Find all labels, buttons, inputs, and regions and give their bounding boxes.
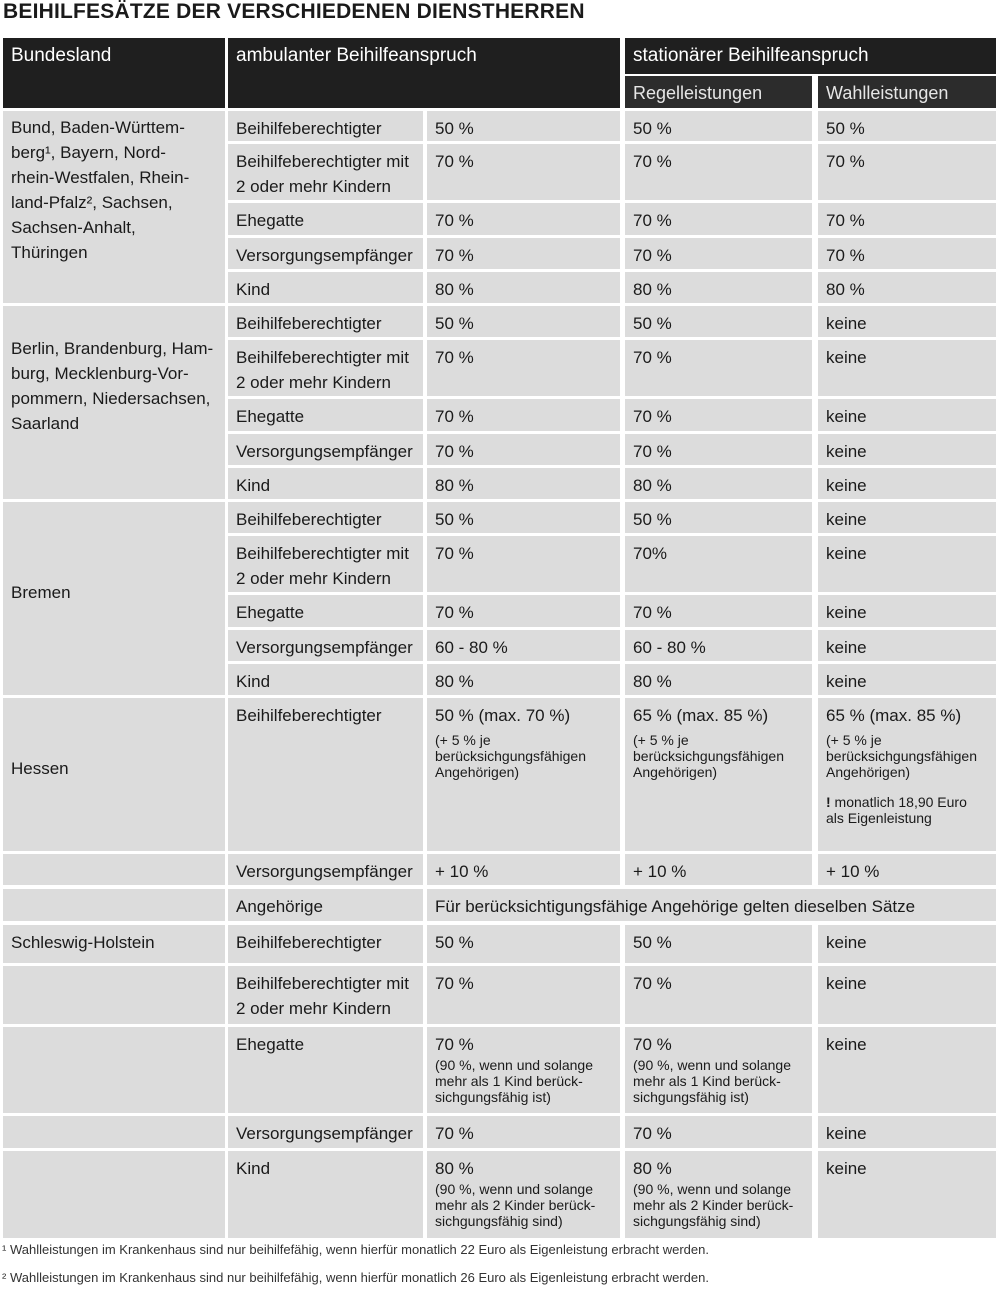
ambulant-value <box>427 664 620 695</box>
header-label: Bundesland <box>11 45 112 66</box>
cell-text: keine <box>826 672 867 691</box>
page-title: BEIHILFESÄTZE DER VERSCHIEDENEN DIENSTHERREN <box>3 0 585 23</box>
header-label: Regelleistungen <box>633 83 763 103</box>
ambulant-value <box>427 468 620 499</box>
cell-text: 70% <box>633 544 668 563</box>
cell-text: keine <box>826 1035 867 1054</box>
row-label <box>228 630 423 661</box>
ambulant-value <box>427 399 620 431</box>
regel-value <box>625 536 812 592</box>
cell-text: 70 % <box>435 974 474 993</box>
cell-text: 70 % <box>633 211 672 230</box>
cell-text: 80 % <box>633 672 672 691</box>
ambulant-value <box>427 536 620 592</box>
state-cell-empty <box>3 1116 225 1148</box>
cell-text: 70 % <box>826 211 865 230</box>
wahl-value <box>818 925 996 963</box>
wahl-value <box>818 340 996 396</box>
amb-value <box>427 1027 620 1113</box>
row-label <box>228 306 423 337</box>
row-label-text: Beihilfeberechtigter mit 2 oder mehr Kindern <box>236 544 409 588</box>
ambulant-value <box>427 306 620 337</box>
wahl-value <box>818 502 996 533</box>
cell-text: 70 % <box>435 1124 474 1143</box>
state-cell-g1 <box>3 111 225 303</box>
cell-text: keine <box>826 407 867 426</box>
regel-value <box>625 854 812 885</box>
wahl-value <box>818 1027 996 1113</box>
cell-text: keine <box>826 1124 867 1143</box>
cell-text: 50 % <box>435 510 474 529</box>
ambulant-value <box>427 502 620 533</box>
cell-text: keine <box>826 510 867 529</box>
cell-text: 70 % <box>435 211 474 230</box>
row-label <box>228 889 423 921</box>
regel-value <box>625 1027 812 1113</box>
amb-value <box>427 966 620 1024</box>
cell-text: 70 % <box>435 603 474 622</box>
amb-value <box>427 925 620 963</box>
cell-text: + 10 % <box>633 862 687 881</box>
value-note: (90 %, wenn und solange mehr als 1 Kind berück- sichgungsfähig ist) <box>633 1057 791 1105</box>
cell-text: 80 % <box>435 476 474 495</box>
value-note: (+ 5 % je berücksichgungsfähigen Angehörigen) <box>826 732 977 780</box>
cell-text: 70 % <box>435 152 474 171</box>
value-note: (90 %, wenn und solange mehr als 1 Kind berück- sichgungsfähig ist) <box>435 1057 593 1105</box>
regel-value <box>625 434 812 465</box>
state-cell-g2 <box>3 306 225 499</box>
wahl-value <box>818 144 996 200</box>
cell-text: 70 % <box>633 348 672 367</box>
cell-text: 70 % <box>435 348 474 367</box>
cell-text: keine <box>826 314 867 333</box>
row-label <box>228 595 423 627</box>
ambulant-value <box>427 203 620 235</box>
cell-text: 60 - 80 % <box>633 638 706 657</box>
cell-text: 80 % <box>633 1159 672 1178</box>
cell-text: 50 % <box>435 933 474 952</box>
value-note: (90 %, wenn und solange mehr als 2 Kinder berück- sichgungsfähig sind) <box>435 1181 596 1229</box>
wahl-value <box>818 238 996 269</box>
cell-text: 70 % <box>435 442 474 461</box>
row-label-text: Ehegatte <box>236 407 305 426</box>
header-stationaer <box>625 38 996 74</box>
cell-text: keine <box>826 638 867 657</box>
wahl-value <box>818 306 996 337</box>
angehoerige-note <box>427 889 996 921</box>
row-label-text: Beihilfeberechtigter <box>236 706 382 725</box>
cell-text: 70 % <box>633 1035 672 1054</box>
row-label <box>228 1116 423 1148</box>
row-label <box>228 502 423 533</box>
row-label <box>228 203 423 235</box>
regel-value <box>625 144 812 200</box>
row-label <box>228 340 423 396</box>
cell-text: 60 - 80 % <box>435 638 508 657</box>
cell-text: 70 % <box>633 442 672 461</box>
cell-text: 50 % <box>633 510 672 529</box>
header-bundesland <box>3 38 225 108</box>
state-name: Hessen <box>11 759 69 778</box>
cell-text: 50 % <box>435 119 474 138</box>
footnote-1: ¹ Wahlleistungen im Krankenhaus sind nur beihilfefähig, wenn hierfür monatlich 22 Euro als Eigenleistung erbracht werden. <box>2 1242 709 1257</box>
row-label-text: Versorgungsempfänger <box>236 1124 413 1143</box>
regel-value <box>625 698 812 851</box>
row-label-text: Versorgungsempfänger <box>236 638 413 657</box>
value-note: (90 %, wenn und solange mehr als 2 Kinder berück- sichgungsfähig sind) <box>633 1181 794 1229</box>
wahl-value <box>818 966 996 1024</box>
header-label: ambulanter Beihilfeanspruch <box>236 45 477 66</box>
wahl-value <box>818 698 996 851</box>
row-label-text: Beihilfeberechtigter <box>236 314 382 333</box>
row-label <box>228 966 423 1024</box>
ambulant-value <box>427 340 620 396</box>
row-label-text: Versorgungsempfänger <box>236 862 413 881</box>
state-name: Schleswig-Holstein <box>11 933 155 952</box>
amb-value <box>427 1151 620 1238</box>
state-cell-empty <box>3 1151 225 1238</box>
row-label <box>228 144 423 200</box>
eigenleistung-text: monatlich 18,90 Euro als Eigenleistung <box>826 794 967 826</box>
state-name: Bund, Baden-Württem- berg¹, Bayern, Nord- rhein-Westfalen, Rhein- land-Pfalz², Sachsen, Sachsen-Anhalt, Thüringen <box>11 118 190 262</box>
row-label <box>228 925 423 963</box>
regel-value <box>625 306 812 337</box>
row-label <box>228 468 423 499</box>
row-label-text: Beihilfeberechtigter mit 2 oder mehr Kindern <box>236 348 409 392</box>
cell-text: + 10 % <box>826 862 880 881</box>
ambulant-value <box>427 111 620 141</box>
cell-text: 70 % <box>633 246 672 265</box>
footnote-2: ² Wahlleistungen im Krankenhaus sind nur beihilfefähig, wenn hierfür monatlich 26 Euro als Eigenleistung erbracht werden. <box>2 1270 709 1285</box>
wahl-value <box>818 536 996 592</box>
state-cell-empty <box>3 1027 225 1113</box>
cell-text: 50 % (max. 70 %) <box>435 706 571 725</box>
cell-text: keine <box>826 974 867 993</box>
row-label <box>228 1027 423 1113</box>
ambulant-value <box>427 272 620 303</box>
state-cell-g5 <box>3 925 225 963</box>
regel-value <box>625 340 812 396</box>
cell-text: keine <box>826 348 867 367</box>
wahl-value <box>818 664 996 695</box>
row-label-text: Beihilfeberechtigter mit 2 oder mehr Kindern <box>236 974 409 1018</box>
cell-text: 70 % <box>826 152 865 171</box>
ambulant-value <box>427 630 620 661</box>
amb-value <box>427 1116 620 1148</box>
row-label-text: Angehörige <box>236 897 323 916</box>
regel-value <box>625 238 812 269</box>
cell-text: 50 % <box>633 314 672 333</box>
cell-text: 50 % <box>435 314 474 333</box>
cell-text: 50 % <box>633 933 672 952</box>
header-regelleistungen <box>625 76 812 108</box>
cell-text: 80 % <box>435 672 474 691</box>
wahl-value <box>818 434 996 465</box>
ambulant-value <box>427 238 620 269</box>
wahl-value <box>818 854 996 885</box>
cell-text: Für berücksichtigungsfähige Angehörige gelten dieselben Sätze <box>435 897 916 916</box>
cell-text: 50 % <box>826 119 865 138</box>
header-label: Wahlleistungen <box>826 83 949 103</box>
cell-text: 70 % <box>435 246 474 265</box>
row-label <box>228 854 423 885</box>
amb-value <box>427 698 620 851</box>
row-label-text: Versorgungsempfänger <box>236 442 413 461</box>
row-label-text: Beihilfeberechtigter <box>236 119 382 138</box>
row-label <box>228 1151 423 1238</box>
cell-text: 70 % <box>633 407 672 426</box>
ambulant-value <box>427 434 620 465</box>
wahl-value <box>818 111 996 141</box>
row-label-text: Ehegatte <box>236 603 305 622</box>
cell-text: 50 % <box>633 119 672 138</box>
row-label-text: Kind <box>236 1159 271 1178</box>
row-label <box>228 238 423 269</box>
header-ambulant <box>228 38 620 108</box>
wahl-value <box>818 1116 996 1148</box>
regel-value <box>625 966 812 1024</box>
cell-text: 80 % <box>826 280 865 299</box>
eigenleistung-note <box>826 794 988 826</box>
regel-value <box>625 399 812 431</box>
row-label-text: Ehegatte <box>236 1035 305 1054</box>
ambulant-value <box>427 144 620 200</box>
row-label <box>228 664 423 695</box>
cell-text: 70 % <box>633 974 672 993</box>
state-cell-empty <box>3 966 225 1024</box>
regel-value <box>625 468 812 499</box>
cell-text: keine <box>826 933 867 952</box>
row-label <box>228 272 423 303</box>
ambulant-value <box>427 854 620 885</box>
row-label <box>228 698 423 851</box>
state-cell-g4 <box>3 698 225 851</box>
cell-text: keine <box>826 476 867 495</box>
regel-value <box>625 664 812 695</box>
regel-value <box>625 630 812 661</box>
regel-value <box>625 111 812 141</box>
state-name: Berlin, Brandenburg, Ham- burg, Mecklenburg-Vor- pommern, Niedersachsen, Saarland <box>11 339 214 433</box>
wahl-value <box>818 468 996 499</box>
state-cell-g3 <box>3 502 225 695</box>
row-label <box>228 536 423 592</box>
cell-text: 70 % <box>435 544 474 563</box>
regel-value <box>625 1116 812 1148</box>
wahl-value <box>818 399 996 431</box>
row-label <box>228 434 423 465</box>
wahl-value <box>818 1151 996 1238</box>
row-label-text: Beihilfeberechtigter <box>236 933 382 952</box>
row-label <box>228 399 423 431</box>
wahl-value <box>818 630 996 661</box>
header-wahlleistungen <box>818 76 996 108</box>
ambulant-value <box>427 595 620 627</box>
header-label: stationärer Beihilfeanspruch <box>633 45 869 66</box>
cell-text: 70 % <box>826 246 865 265</box>
cell-text: keine <box>826 442 867 461</box>
row-label-text: Beihilfeberechtigter <box>236 510 382 529</box>
wahl-value <box>818 595 996 627</box>
regel-value <box>625 1151 812 1238</box>
cell-text: 65 % (max. 85 %) <box>633 706 769 725</box>
cell-text: 70 % <box>435 1035 474 1054</box>
wahl-value <box>818 272 996 303</box>
cell-text: + 10 % <box>435 862 489 881</box>
regel-value <box>625 272 812 303</box>
state-cell-empty <box>3 889 225 921</box>
row-label-text: Kind <box>236 672 271 691</box>
cell-text: 70 % <box>633 603 672 622</box>
row-label-text: Beihilfeberechtigter mit 2 oder mehr Kindern <box>236 152 409 196</box>
value-note: (+ 5 % je berücksichgungsfähigen Angehörigen) <box>633 732 784 780</box>
cell-text: keine <box>826 1159 867 1178</box>
row-label <box>228 111 423 141</box>
cell-text: keine <box>826 544 867 563</box>
cell-text: 80 % <box>435 280 474 299</box>
cell-text: 80 % <box>633 280 672 299</box>
regel-value <box>625 595 812 627</box>
regel-value <box>625 925 812 963</box>
cell-text: 70 % <box>633 1124 672 1143</box>
regel-value <box>625 502 812 533</box>
row-label-text: Ehegatte <box>236 211 305 230</box>
value-note: (+ 5 % je berücksichgungsfähigen Angehörigen) <box>435 732 586 780</box>
warning-mark: ! <box>826 794 831 810</box>
cell-text: 70 % <box>633 152 672 171</box>
row-label-text: Versorgungsempfänger <box>236 246 413 265</box>
row-label-text: Kind <box>236 280 271 299</box>
cell-text: 80 % <box>633 476 672 495</box>
state-cell-empty <box>3 854 225 885</box>
state-name: Bremen <box>11 583 71 602</box>
wahl-value <box>818 203 996 235</box>
cell-text: 70 % <box>435 407 474 426</box>
row-label-text: Kind <box>236 476 271 495</box>
regel-value <box>625 203 812 235</box>
cell-text: keine <box>826 603 867 622</box>
cell-text: 65 % (max. 85 %) <box>826 706 962 725</box>
cell-text: 80 % <box>435 1159 474 1178</box>
